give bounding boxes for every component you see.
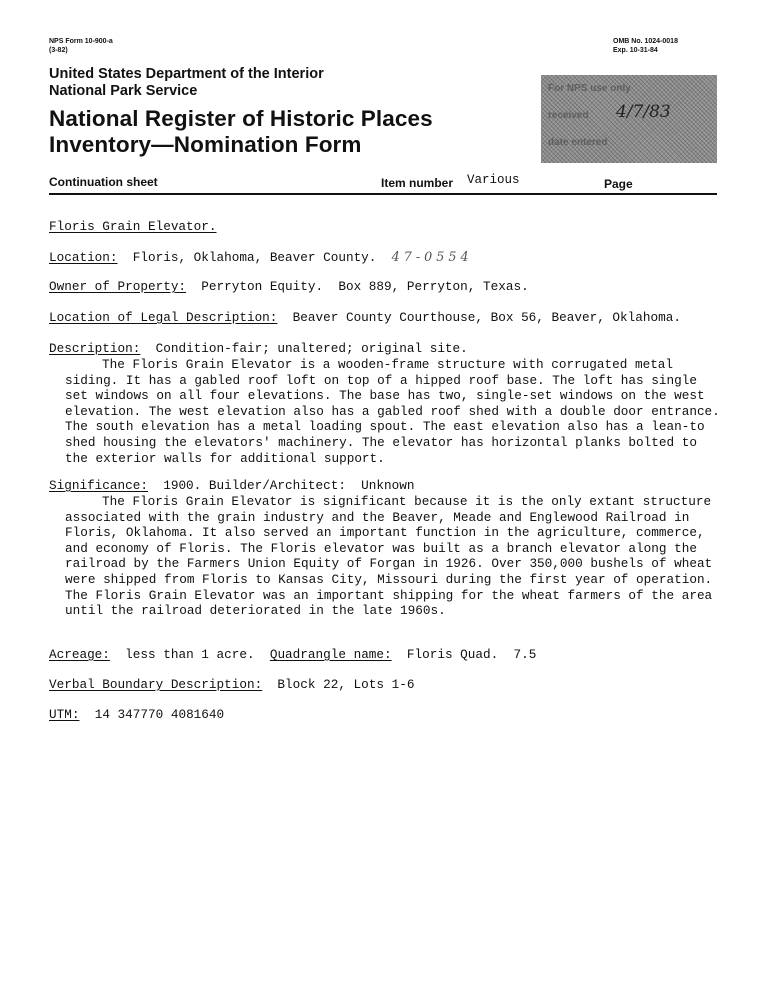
form-title-line-1: National Register of Historic Places — [49, 106, 433, 131]
form-number: NPS Form 10-900-a — [49, 38, 113, 45]
omb-block — [613, 37, 678, 55]
utm-label: UTM: — [49, 707, 80, 722]
description-line — [49, 341, 468, 357]
nps-box-received-date: 4/7/83 — [616, 102, 671, 122]
location-line — [49, 249, 469, 266]
department-name: United States Department of the Interior — [49, 66, 324, 82]
service-name: National Park Service — [49, 83, 198, 99]
property-name-text: Floris Grain Elevator. — [49, 219, 217, 234]
form-title-line-2: Inventory—Nomination Form — [49, 132, 362, 157]
quadrangle-value: Floris Quad. 7.5 — [406, 647, 537, 662]
property-name — [49, 219, 217, 235]
significance-summary: 1900. Builder/Architect: Unknown — [163, 478, 415, 493]
significance-label: Significance: — [49, 478, 148, 493]
boundary-value: Block 22, Lots 1-6 — [277, 677, 415, 692]
description-summary: Condition-fair; unaltered; original site. — [155, 341, 468, 356]
legal-description-value: Beaver County Courthouse, Box 56, Beaver, Oklahoma. — [292, 310, 681, 325]
description-label: Description: — [49, 341, 141, 356]
legal-description-line — [49, 310, 681, 326]
boundary-line — [49, 677, 414, 693]
utm-line — [49, 707, 224, 723]
form-revision: (3-82) — [49, 47, 68, 54]
boundary-label: Verbal Boundary Description: — [49, 677, 263, 692]
significance-line — [49, 478, 414, 494]
location-value: Floris, Oklahoma, Beaver County. — [132, 250, 377, 265]
owner-line — [49, 279, 529, 295]
omb-number: OMB No. 1024-0018 — [613, 38, 678, 45]
owner-value: Perryton Equity. Box 889, Perryton, Texas. — [201, 279, 529, 294]
header-divider — [49, 193, 717, 195]
nps-use-only-box — [541, 75, 717, 163]
acreage-line — [49, 647, 536, 663]
significance-paragraph: The Floris Grain Elevator is significant because it is the only extant structure associated with the grain industry and the Beaver, Meade and Englewood Railroad in Floris, Oklahoma. It also served an important function in the agriculture, commerce, and economy of Floris. The Floris elevator was built as a branch elevator along the railroad by the Farmers Union Equity of Forgan in 1926. Over 350,000 bushels of wheat were shipped from Floris to Kansas City, Missouri during the first year of operation. The Floris Grain Elevator was an important shipping for the wheat farmers of the area until the railroad deteriorated in the late 1960s. — [65, 494, 713, 619]
item-number-value: Various — [467, 173, 520, 187]
description-paragraph: The Floris Grain Elevator is a wooden-frame structure with corrugated metal siding. It has a gabled roof loft on top of a hipped roof base. The loft has single set windows on all four elevations. The base has two, single-set windows on the west elevation. The west elevation also has a gabled roof shed with a double door entrance. The south elevation has a metal loading spout. The east elevation also has a lean-to shed housing the elevators' machinery. The elevator has horizontal planks bolted to the exterior walls for additional support. — [65, 357, 720, 466]
form-title — [49, 106, 433, 158]
nps-box-received-label: received — [548, 110, 589, 121]
agency-heading — [49, 66, 324, 100]
owner-label: Owner of Property: — [49, 279, 187, 294]
continuation-sheet-label: Continuation sheet — [49, 175, 158, 189]
location-handwritten-mark: 4 7 - 0 5 5 4 — [391, 249, 469, 264]
nps-box-date-entered-label: date entered — [548, 137, 608, 148]
item-number-label: Item number — [381, 176, 454, 190]
acreage-value: less than 1 acre. — [125, 647, 255, 662]
acreage-label: Acreage: — [49, 647, 110, 662]
legal-description-label: Location of Legal Description: — [49, 310, 278, 325]
quadrangle-label: Quadrangle name: — [269, 647, 392, 662]
form-number-block — [49, 37, 113, 55]
page-label: Page — [604, 177, 633, 191]
utm-value: 14 347770 4081640 — [94, 707, 225, 722]
omb-expiration: Exp. 10-31-84 — [613, 47, 658, 54]
nps-box-heading: For NPS use only — [548, 83, 631, 94]
location-label: Location: — [49, 250, 118, 265]
